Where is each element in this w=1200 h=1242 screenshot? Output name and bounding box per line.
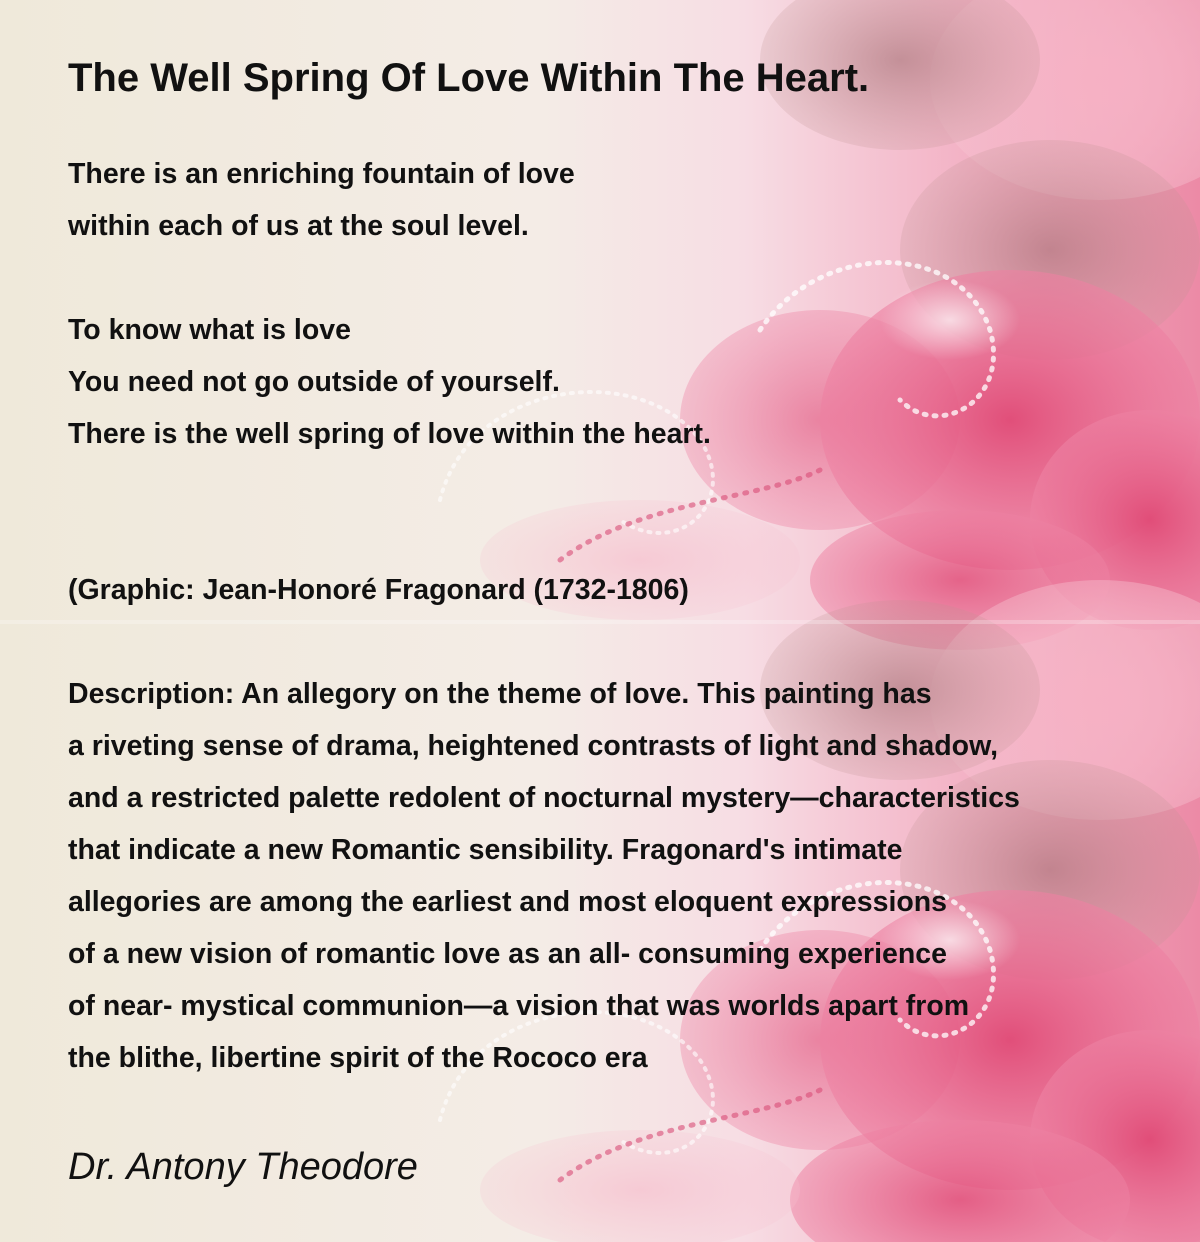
poem-title: The Well Spring Of Love Within The Heart. — [68, 56, 870, 100]
description-line: of a new vision of romantic love as an all- consuming experience — [68, 938, 947, 970]
description-line: the blithe, libertine spirit of the Rococo era — [68, 1042, 648, 1074]
poem-line: within each of us at the soul level. — [68, 210, 529, 242]
poem-line: There is the well spring of love within the heart. — [68, 418, 711, 450]
description-line: a riveting sense of drama, heightened contrasts of light and shadow, — [68, 730, 999, 762]
description-line: of near- mystical communion—a vision that was worlds apart from — [68, 990, 970, 1022]
graphic-credit: (Graphic: Jean-Honoré Fragonard (1732-1806) — [68, 574, 689, 606]
description-line: Description: An allegory on the theme of love. This painting has — [68, 678, 932, 710]
poem-line: You need not go outside of yourself. — [68, 366, 560, 398]
poem-line: To know what is love — [68, 314, 351, 346]
description-line: that indicate a new Romantic sensibility. Fragonard's intimate — [68, 834, 903, 866]
description-line: allegories are among the earliest and most eloquent expressions — [68, 886, 948, 918]
description-line: and a restricted palette redolent of nocturnal mystery—characteristics — [68, 782, 1020, 814]
poem-line: There is an enriching fountain of love — [68, 158, 575, 190]
poem-author: Dr. Antony Theodore — [68, 1146, 418, 1188]
